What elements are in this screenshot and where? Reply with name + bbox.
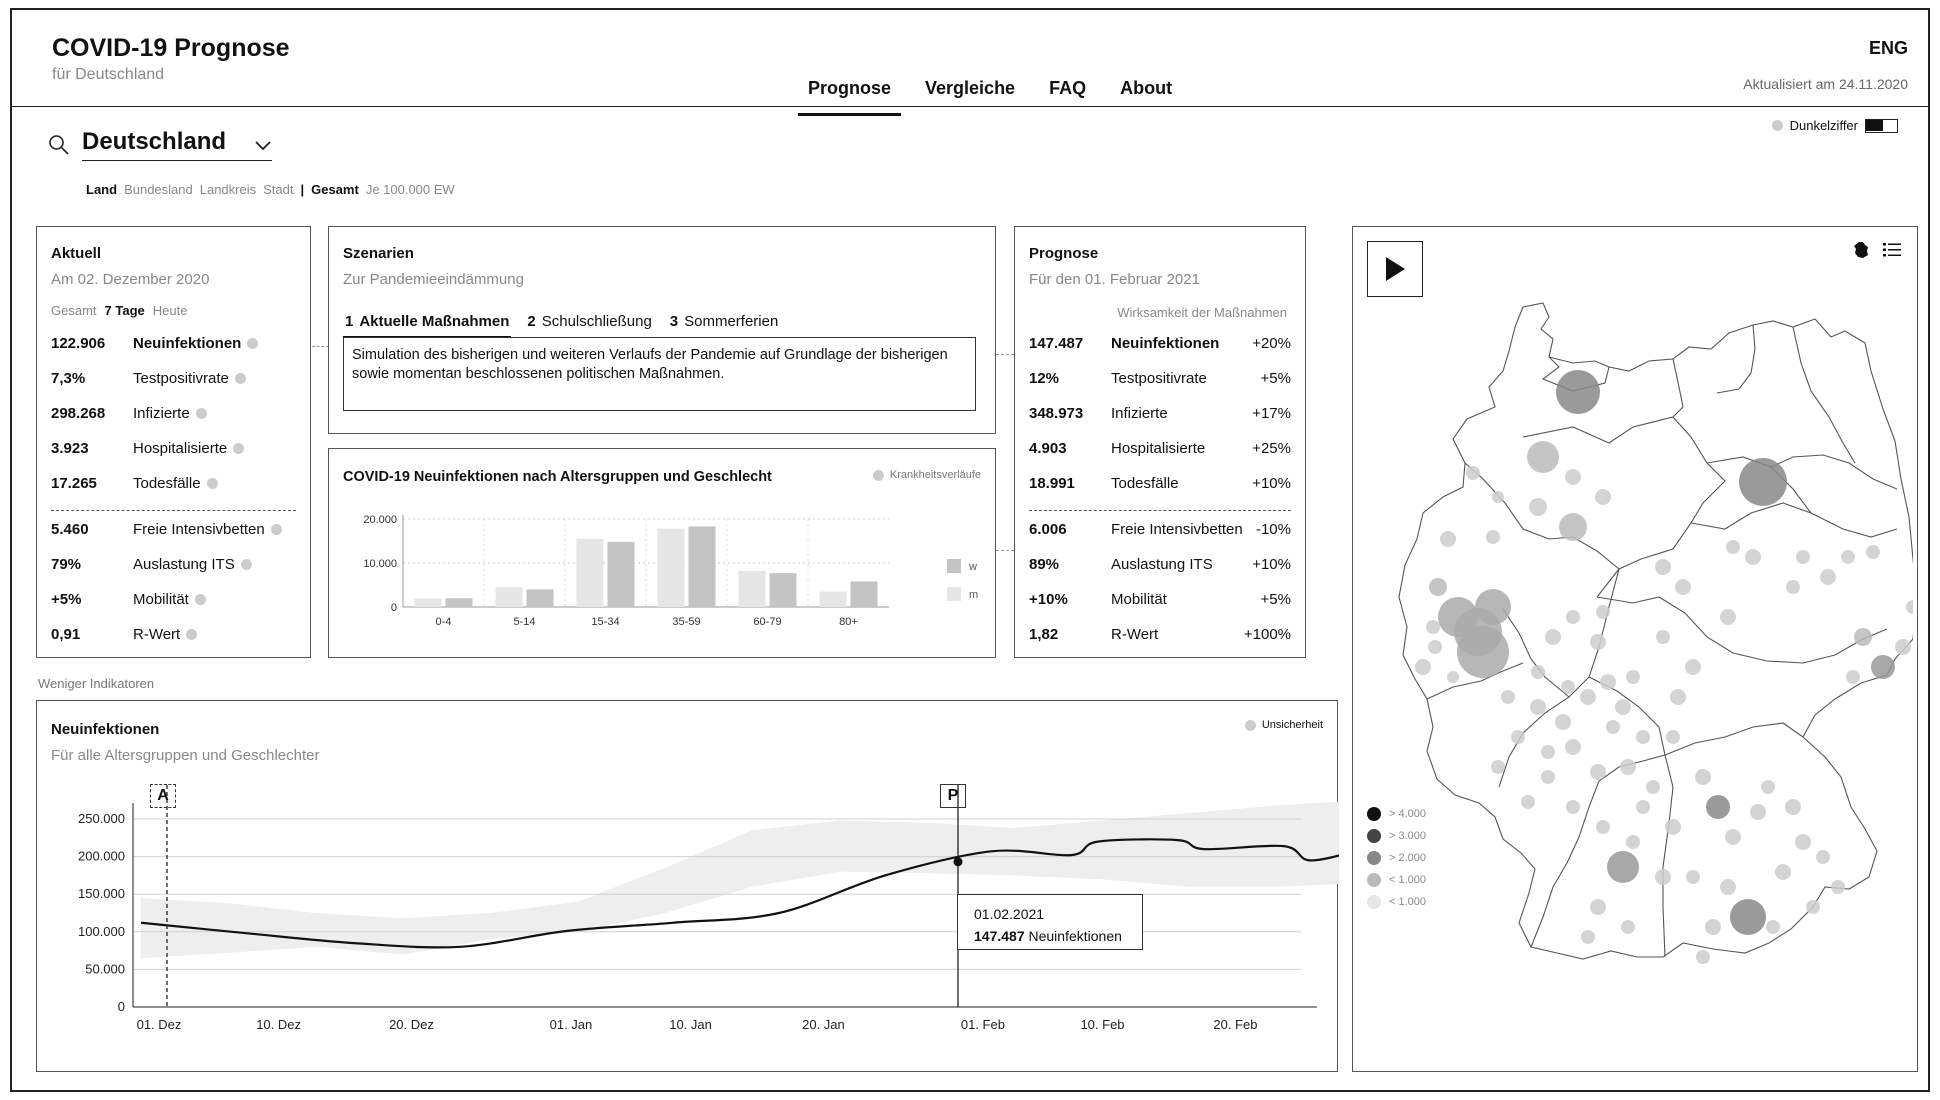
x-tick-label: 5-14 (513, 616, 536, 628)
connector-line (996, 550, 1014, 551)
map-bubble (1541, 770, 1555, 784)
map-bubble (1761, 780, 1775, 794)
bar-w-80+ (851, 581, 878, 607)
aktuell-date: Am 02. Dezember 2020 (51, 271, 210, 288)
period-selector (51, 303, 187, 318)
szenarien-title: Szenarien (343, 245, 414, 262)
tab-label: Schulschließung (541, 313, 652, 330)
tab-label: Aktuelle Maßnahmen (359, 313, 510, 330)
info-icon[interactable] (233, 443, 244, 454)
szenarien-subtitle: Zur Pandemieeindämmung (343, 271, 524, 288)
map-bubble (1590, 899, 1606, 915)
map-bubble (1559, 513, 1587, 541)
nav-faq[interactable]: FAQ (1049, 78, 1087, 98)
indicator-label: Testpositivrate (133, 370, 229, 387)
main-nav (798, 72, 1196, 116)
uncertainty-band (141, 800, 1339, 958)
map-bubble (1720, 879, 1736, 895)
map-bubble (1895, 639, 1911, 655)
info-icon[interactable] (195, 594, 206, 605)
map-bubble (1595, 489, 1611, 505)
map-legend-item (1367, 873, 1426, 887)
scenario-tabs (343, 313, 794, 338)
map-legend-item (1367, 807, 1426, 821)
effect-value: +5% (1260, 370, 1291, 387)
tooltip-label: Neuinfektionen (1028, 928, 1122, 944)
krankheitsverlaeufe-link[interactable] (873, 469, 981, 481)
map-bubble (1720, 609, 1736, 625)
map-bubble (1705, 919, 1721, 935)
bar-w-0-4 (446, 598, 473, 607)
legend-dot (1367, 807, 1381, 821)
effect-value: -10% (1255, 521, 1291, 538)
tab-sommerferien[interactable] (668, 313, 781, 338)
indicator-label: Todesfälle (1111, 475, 1179, 492)
info-icon[interactable] (196, 408, 207, 419)
x-tick-label: 20. Feb (1213, 1017, 1258, 1032)
krankheitsverlaeufe-label: Krankheitsverläufe (889, 469, 981, 481)
indicator-label: Freie Intensivbetten (1111, 521, 1243, 538)
tab-number: 1 (345, 313, 354, 330)
tab-number: 2 (527, 313, 536, 330)
x-tick-label: 20. Dez (389, 1017, 434, 1032)
x-tick-label: 10. Feb (1080, 1017, 1125, 1032)
indicator-value: 122.906 (51, 335, 106, 352)
map-bubble (1745, 549, 1761, 565)
effect-value: +20% (1252, 335, 1291, 352)
indicator-value: 12% (1029, 370, 1060, 387)
map-legend-item (1367, 851, 1426, 865)
indicator-label: Mobilität (133, 591, 189, 608)
map-bubble (1636, 730, 1650, 744)
indicator-label: Testpositivrate (1111, 370, 1207, 387)
aktuell-row-mobilitaet[interactable] (51, 591, 206, 608)
map-bubble (1521, 795, 1535, 809)
nav-vergleiche[interactable]: Vergleiche (925, 78, 1016, 98)
x-tick-label: 10. Dez (256, 1017, 302, 1032)
legend-label: < 1.000 (1389, 896, 1427, 908)
nav-about[interactable]: About (1120, 78, 1173, 98)
map-bubble (1596, 820, 1610, 834)
map-bubble (1541, 745, 1555, 759)
map-bubble (1665, 819, 1681, 835)
x-tick-label: 0-4 (435, 616, 452, 628)
divider (51, 510, 296, 511)
indicator-label: Neuinfektionen (133, 335, 242, 352)
map-card (1352, 226, 1918, 1072)
map-bubble (1621, 920, 1635, 934)
map-bubble (1696, 950, 1710, 964)
effect-value: +25% (1252, 440, 1291, 457)
map-bubble (1854, 628, 1872, 646)
prognose-date: Für den 01. Februar 2021 (1029, 271, 1200, 288)
aktuell-title: Aktuell (51, 245, 102, 262)
prognose-row-infizierte[interactable] (1029, 405, 1291, 422)
effect-value: +10% (1252, 556, 1291, 573)
prognose-row-mobilitaet[interactable] (1029, 591, 1291, 608)
prognose-row-auslastung-its[interactable] (1029, 556, 1291, 573)
map-bubble (1685, 659, 1701, 675)
indicator-value: 89% (1029, 556, 1060, 573)
map-bubble (1607, 851, 1639, 883)
uncertainty-legend[interactable] (1245, 719, 1323, 731)
nav-prognose[interactable]: Prognose (798, 72, 901, 116)
bar-w-5-14 (527, 589, 554, 607)
map-bubble (1726, 540, 1740, 554)
app-title: COVID-19 Prognose (52, 34, 290, 62)
indicator-value: 298.268 (51, 405, 106, 422)
weniger-indikatoren-link[interactable]: Weniger Indikatoren (38, 676, 155, 691)
y-tick-label: 200.000 (78, 848, 125, 864)
map-bubble (1561, 680, 1575, 694)
legend-label: > 2.000 (1389, 852, 1427, 864)
indicator-value: 5.460 (51, 521, 89, 538)
map-bubble (1806, 900, 1820, 914)
map-bubble (1795, 834, 1811, 850)
connector-line (996, 354, 1014, 355)
indicator-label: Hospitalisierte (1111, 440, 1206, 457)
indicator-label: Auslastung ITS (1111, 556, 1213, 573)
map-bubble (1841, 550, 1855, 564)
map-bubble (1565, 469, 1581, 485)
tab-aktuelle-massnahmen[interactable] (343, 313, 511, 338)
map-bubble (1820, 569, 1836, 585)
scenario-description: Simulation des bisherigen und weiteren Verlaufs der Pandemie auf Grundlage der bisherigen sowie momentan beschlossenen politischen Maßnahmen. (343, 337, 976, 411)
legend-label-m: m (969, 589, 979, 601)
map-bubble (1457, 626, 1509, 678)
prognose-row-neuinfektionen[interactable] (1029, 335, 1291, 352)
indicator-value: 17.265 (51, 475, 97, 492)
map-bubble (1655, 869, 1671, 885)
map-bubble (1786, 580, 1800, 594)
tab-number: 3 (669, 313, 679, 330)
x-tick-label: 20. Jan (802, 1017, 845, 1032)
list-view-icon[interactable] (1883, 243, 1901, 257)
map-bubble (1511, 730, 1525, 744)
y-tick-label: 250.000 (78, 811, 125, 826)
map-bubble (1428, 640, 1442, 654)
app-subtitle: für Deutschland (52, 66, 165, 83)
germany-map[interactable] (1373, 267, 1913, 1007)
map-bubble (1530, 699, 1546, 715)
bar-w-35-59 (689, 526, 716, 607)
indicator-value: 18.991 (1029, 475, 1075, 492)
uncertainty-label: Unsicherheit (1261, 719, 1323, 731)
line-chart-title: Neuinfektionen (51, 721, 160, 738)
indicator-label: Infizierte (133, 405, 190, 422)
map-bubble (1785, 799, 1801, 815)
map-bubble (1466, 466, 1480, 480)
bar-chart-title: COVID-19 Neuinfektionen nach Altersgruppen und Geschlecht (343, 469, 772, 485)
map-bubble (1527, 441, 1559, 473)
tooltip-date: 01.02.2021 (974, 906, 1045, 922)
szenarien-card (328, 226, 996, 434)
map-bubble (1620, 759, 1636, 775)
map-bubble (1590, 634, 1606, 650)
indicator-label: R-Wert (133, 626, 181, 643)
map-bubble (1429, 578, 1447, 596)
indicator-label: Neuinfektionen (1111, 335, 1220, 352)
marker-a[interactable]: A (150, 784, 176, 808)
filter-stadt[interactable]: Stadt (263, 182, 294, 197)
bar-m-15-34 (577, 539, 604, 607)
map-legend-item (1367, 895, 1426, 909)
map-legend-item (1367, 829, 1426, 843)
aktuell-card (36, 226, 311, 658)
map-bubble (1491, 760, 1505, 774)
y-tick-label: 150.000 (78, 886, 125, 902)
indicator-value: 1,82 (1029, 626, 1059, 643)
map-bubble (1626, 670, 1640, 684)
chevron-down-icon[interactable] (254, 140, 272, 152)
map-bubble (1606, 720, 1620, 734)
legend-label-w: w (969, 561, 977, 573)
bar-chart (329, 489, 997, 657)
prognose-row-testpositivrate[interactable] (1029, 370, 1291, 387)
prognose-row-r-wert[interactable] (1029, 626, 1291, 643)
map-bubble (1566, 800, 1580, 814)
prognose-title: Prognose (1029, 245, 1099, 262)
map-bubble (1600, 674, 1616, 690)
indicator-value: 0,91 (51, 626, 81, 643)
indicator-label: R-Wert (1111, 626, 1159, 643)
aktuell-row-intensivbetten[interactable] (51, 521, 282, 538)
dunkelziffer-control (1772, 118, 1898, 133)
legend-swatch-m (947, 587, 961, 601)
tab-label: Sommerferien (684, 313, 779, 330)
indicator-value: 4.903 (1029, 440, 1067, 457)
legend-swatch-w (947, 559, 961, 573)
x-tick-label: 01. Feb (960, 1017, 1005, 1032)
info-icon[interactable] (271, 524, 282, 535)
map-bubble (1626, 835, 1640, 849)
info-icon[interactable] (247, 338, 258, 349)
map-bubbles (1415, 370, 1913, 964)
map-bubble (1566, 610, 1580, 624)
updated-timestamp: Aktualisiert am 24.11.2020 (1743, 76, 1908, 92)
app-frame (10, 8, 1930, 1092)
info-icon[interactable] (186, 629, 197, 640)
map-bubble (1646, 780, 1660, 794)
map-bubble (1447, 671, 1459, 683)
map-bubble (1581, 930, 1595, 944)
period-7-tage[interactable]: 7 Tage (104, 303, 145, 318)
map-bubble (1670, 689, 1686, 705)
map-bubble (1501, 690, 1515, 704)
map-bubble (1739, 458, 1787, 506)
info-icon[interactable] (241, 559, 252, 570)
indicator-label: Todesfälle (133, 475, 201, 492)
effect-header: Wirksamkeit der Maßnahmen (1117, 305, 1287, 320)
x-tick-label: 10. Jan (669, 1017, 712, 1032)
map-bubble (1666, 730, 1680, 744)
map-bubble (1831, 880, 1845, 894)
indicator-label: Mobilität (1111, 591, 1167, 608)
effect-value: +5% (1260, 591, 1291, 608)
map-bubble (1636, 800, 1650, 814)
age-gender-chart-card (328, 448, 996, 658)
x-tick-label: 01. Jan (549, 1017, 593, 1032)
tab-schulschliessung[interactable] (525, 313, 653, 338)
indicator-label: Infizierte (1111, 405, 1168, 422)
mode-gesamt[interactable]: Gesamt (311, 182, 359, 197)
indicator-value: 348.973 (1029, 405, 1084, 422)
map-bubble (1615, 699, 1631, 715)
map-bubble (1706, 795, 1730, 819)
map-bubble (1796, 550, 1810, 564)
bar-m-35-59 (658, 529, 685, 607)
x-tick-label: 80+ (839, 616, 858, 628)
map-bubble (1816, 850, 1830, 864)
prognose-card (1014, 226, 1306, 658)
aktuell-row-testpositivrate[interactable] (51, 370, 246, 387)
map-bubble (1596, 605, 1610, 619)
effect-value: +17% (1252, 405, 1291, 422)
legend-dot (1367, 851, 1381, 865)
y-tick-label: 20.000 (363, 514, 397, 526)
map-bubble (1686, 870, 1700, 884)
bar-m-80+ (820, 592, 847, 607)
x-tick-label: 15-34 (591, 616, 620, 628)
indicator-value: 7,3% (51, 370, 86, 387)
aktuell-row-r-wert[interactable] (51, 626, 197, 643)
y-tick-label: 0 (390, 602, 397, 614)
map-bubble (1531, 665, 1545, 679)
map-bubble (1846, 670, 1860, 684)
germany-map-view-icon[interactable] (1853, 241, 1869, 259)
forecast-point (954, 857, 963, 866)
info-icon[interactable] (235, 373, 246, 384)
map-bubble (1656, 630, 1670, 644)
aktuell-row-auslastung-its[interactable] (51, 556, 252, 573)
marker-p[interactable]: P (940, 784, 966, 808)
tooltip-value-row (974, 925, 1126, 947)
forecast-tooltip (957, 894, 1143, 950)
legend-label: > 4.000 (1389, 808, 1427, 820)
filter-bundesland[interactable]: Bundesland (124, 182, 193, 197)
map-bubble (1655, 559, 1671, 575)
info-icon (1245, 720, 1256, 731)
x-tick-label: 01. Dez (136, 1017, 182, 1032)
indicator-label: Auslastung ITS (133, 556, 235, 573)
map-bubble (1426, 620, 1440, 634)
y-tick-label: 10.000 (363, 558, 397, 570)
language-switch[interactable]: ENG (1868, 38, 1908, 58)
y-tick-label: 100.000 (78, 923, 125, 939)
legend-dot (1367, 895, 1381, 909)
bar-m-5-14 (496, 587, 523, 607)
x-tick-label: 35-59 (672, 616, 701, 628)
indicator-value: 6.006 (1029, 521, 1067, 538)
indicator-value: +10% (1029, 591, 1068, 608)
effect-value: +100% (1243, 626, 1291, 643)
map-bubble (1675, 579, 1691, 595)
header-divider (12, 106, 1928, 107)
info-icon[interactable] (207, 478, 218, 489)
bar-m-60-79 (739, 571, 766, 607)
map-bubble (1580, 689, 1596, 705)
map-bubble (1766, 920, 1780, 934)
map-bubble (1775, 864, 1791, 880)
prognose-row-hospitalisierte[interactable] (1029, 440, 1291, 457)
map-bubble (1529, 498, 1547, 516)
filter-landkreis[interactable]: Landkreis (199, 182, 257, 197)
aktuell-row-hospitalisierte[interactable] (51, 440, 244, 457)
filter-land[interactable]: Land (86, 182, 118, 197)
info-icon (873, 470, 884, 481)
map-bubble (1486, 530, 1500, 544)
map-bubble (1695, 769, 1711, 785)
map-bubble (1866, 545, 1880, 559)
search-icon[interactable] (48, 134, 70, 156)
filter-separator: | (300, 182, 305, 197)
y-tick-label: 50.000 (85, 961, 125, 977)
legend-dot (1367, 829, 1381, 843)
divider (1029, 510, 1291, 511)
indicator-label: Hospitalisierte (133, 440, 228, 457)
map-bubble (1565, 739, 1581, 755)
legend-label: > 3.000 (1389, 830, 1427, 842)
bar-w-15-34 (608, 542, 635, 607)
line-chart-subtitle: Für alle Altersgruppen und Geschlechter (51, 747, 320, 764)
effect-value: +10% (1252, 475, 1291, 492)
map-bubble (1555, 714, 1571, 730)
line-chart (37, 771, 1339, 1071)
indicator-label: Freie Intensivbetten (133, 521, 265, 538)
dunkelziffer-toggle[interactable] (1865, 119, 1898, 133)
info-icon[interactable] (1772, 120, 1783, 131)
neuinfektionen-chart-card (36, 700, 1338, 1072)
legend-dot (1367, 873, 1381, 887)
map-bubble (1590, 764, 1606, 780)
map-bubble (1730, 899, 1766, 935)
indicator-value: 79% (51, 556, 82, 573)
map-bubble (1906, 600, 1913, 614)
mode-per-100k[interactable]: Je 100.000 EW (365, 182, 455, 197)
aktuell-row-neuinfektionen[interactable] (51, 335, 258, 352)
map-bubble (1750, 804, 1766, 820)
indicator-value: 147.487 (1029, 335, 1084, 352)
map-bubble (1545, 629, 1561, 645)
map-bubble (1871, 655, 1895, 679)
period-gesamt[interactable]: Gesamt (51, 303, 97, 318)
legend-label: < 1.000 (1389, 874, 1427, 886)
map-bubble (1415, 659, 1431, 675)
bar-m-0-4 (415, 599, 442, 607)
indicator-value: +5% (51, 591, 82, 608)
indicator-value: 3.923 (51, 440, 89, 457)
dunkelziffer-label: Dunkelziffer (1789, 118, 1858, 133)
map-bubble (1492, 491, 1504, 503)
prognose-row-todesfaelle[interactable] (1029, 475, 1291, 492)
tooltip-value: 147.487 (974, 928, 1025, 944)
bar-w-60-79 (770, 573, 797, 607)
location-select[interactable]: Deutschland (82, 128, 272, 161)
y-tick-label: 0 (117, 999, 125, 1014)
map-bubble (1556, 370, 1600, 414)
aktuell-row-todesfaelle[interactable] (51, 475, 218, 492)
map-bubble (1440, 531, 1456, 547)
aktuell-row-infizierte[interactable] (51, 405, 207, 422)
map-bubble (1725, 829, 1741, 845)
period-heute[interactable]: Heute (152, 303, 188, 318)
level-filters (86, 182, 455, 197)
prognose-row-intensivbetten[interactable] (1029, 521, 1291, 538)
x-tick-label: 60-79 (753, 616, 782, 628)
